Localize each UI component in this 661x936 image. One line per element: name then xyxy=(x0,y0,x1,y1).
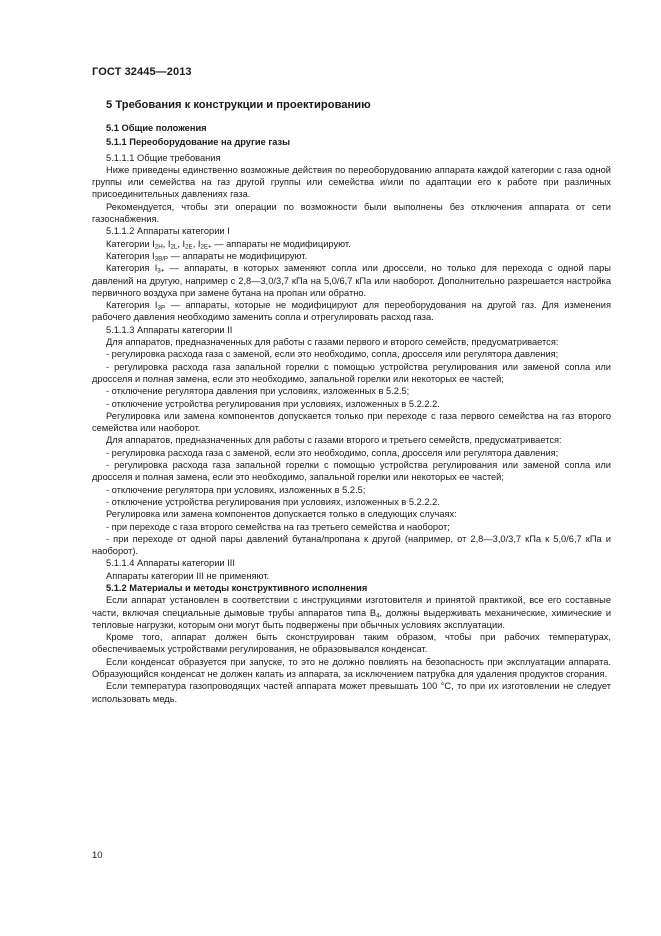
cat2-sub: 3B/P xyxy=(154,255,169,263)
paragraph: Аппараты категории III не применяют. xyxy=(106,570,270,581)
subsection-5-1-2: 5.1.2 Материалы и методы конструктивного исполнения xyxy=(106,582,368,593)
clause-5-1-1-3: 5.1.1.3 Аппараты категории II xyxy=(106,324,233,335)
category-i3plus-paragraph xyxy=(92,262,611,299)
cat4-text: — аппараты, которые не модифицируют для переоборудования на другой газ. Для изменения рабочего давления необходимо заменить сопла и отрегулировать расход газа. xyxy=(92,300,611,323)
p8-sub: 4 xyxy=(376,612,380,620)
list-item: - регулировка расхода газа запальной горелки с помощью устройства регулирования или заменой сопла или дросселя и полная замена, если это необходимо, запальной горелки или некоторых ее частей; xyxy=(92,460,611,483)
list-item: - при переходе с газа второго семейства на газ третьего семейства и наоборот; xyxy=(106,521,450,532)
list-item: - отключение регулятора при условиях, изложенных в 5.2.5; xyxy=(106,484,366,495)
category-i3bp-paragraph xyxy=(92,250,611,262)
list-item: - регулировка расхода газа с заменой, если это необходимо, сопла, дросселя или регулятора давления; xyxy=(106,349,559,360)
cat1-text: — аппараты не модифицируют. xyxy=(214,238,351,249)
subsection-5-1-1: 5.1.1 Переоборудование на другие газы xyxy=(106,137,291,148)
cat1-sub: 2L xyxy=(170,243,178,251)
paragraph: Рекомендуется, чтобы эти операции по возможности были выполнены без отключения аппарата от сети газоснабжения. xyxy=(92,201,611,225)
paragraph-b4 xyxy=(92,594,611,631)
cat4-prefix: Категория I xyxy=(106,300,158,311)
clause-5-1-1-4: 5.1.1.4 Аппараты категории III xyxy=(106,558,235,569)
category-i2-paragraph: Категории $I_{2H}$, $I_{2L}$, $I_{2E}$, $I_{2E+}$ — аппараты не модифицируют. xyxy=(106,238,351,251)
list-item: - отключение регулятора давления при условиях, изложенных в 5.2.5; xyxy=(106,386,410,397)
paragraph: Кроме того, аппарат должен быть сконструирован таким образом, чтобы при рабочих температурах, обеспечиваемых устройствами регулирования, не образовывался конденсат. xyxy=(92,632,611,655)
list-item: - при переходе от одной пары давлений бутана/пропана к другой (например, от 2,8—3,0/3,7 кПа к 5,0/6,7 кПа и наоборот). xyxy=(92,533,611,557)
cat1-sub: 2E xyxy=(185,243,193,251)
paragraph: Для аппаратов, предназначенных для работы с газами второго и третьего семейств, предусматривается: xyxy=(106,435,562,446)
list-item: - отключение устройства регулирования при условиях, изложенных в 5.2.2.2. xyxy=(106,398,440,409)
cat3-text: — аппараты, в которых заменяют сопла или дроссели, но только для перехода с одной пары давлений на другую, например с 2,8—3,0/3,7 кПа на 5,0/6,7 кПа или наоборот. Дополнительно разрешается настройка первичного воздуха при замене бутана на пропан или обратно. xyxy=(92,263,611,298)
paragraph: Ниже приведены единственно возможные действия по переоборудованию аппарата каждой категории с газа одной группы или семейства на газ другой группы или семейства и/или по адаптации его к работе при различных присоединительных давлениях газа. xyxy=(92,164,611,200)
cat4-sub: 3P xyxy=(157,304,166,312)
list-item: - регулировка расхода газа с заменой, если это необходимо, сопла, дросселя или регулятора давления; xyxy=(106,447,559,458)
list-item: - отключение устройства регулирования при условиях, изложенных в 5.2.2.2. xyxy=(106,496,440,507)
paragraph: Если конденсат образуется при запуске, то это не должно повлиять на безопасность при эксплуатации аппарата. Образующийся конденсат не должен капать из аппарата, за исключением патрубка для удаления продуктов сгорания. xyxy=(92,656,611,680)
category-i3p-paragraph xyxy=(92,299,611,324)
paragraph: Регулировка или замена компонентов допускается только при переходе с газа первого семейства на газ второго семейства или наоборот. xyxy=(92,410,611,434)
p8-text: Если аппарат установлен в соответствии с инструкциями изготовителя и принятой практикой, все его составные части, включая специальные дымовые трубы аппаратов типа B xyxy=(92,595,611,618)
cat3-prefix: Категория I xyxy=(106,263,158,274)
page-number: 10 xyxy=(92,850,103,861)
p8-rest: , должны выдерживать механические, химические и тепловые нагрузки, которым они могут быть подвержены при обычных условиях эксплуатации. xyxy=(92,607,612,630)
cat2-prefix: Категория I xyxy=(106,250,155,261)
clause-5-1-1-2: 5.1.1.2 Аппараты категории I xyxy=(106,226,230,237)
paragraph: Для аппаратов, предназначенных для работы с газами первого и второго семейств, предусматривается: xyxy=(106,337,559,348)
cat1-sub: 2E+ xyxy=(200,243,212,251)
section-heading: 5 Требования к конструкции и проектированию xyxy=(106,99,371,111)
cat1-prefix: Категории I xyxy=(106,238,155,249)
clause-5-1-1-1: 5.1.1.1 Общие требования xyxy=(106,152,221,163)
document-header: ГОСТ 32445—2013 xyxy=(92,66,192,78)
cat2-text: — аппараты не модифицируют. xyxy=(170,250,308,261)
list-item: - регулировка расхода газа запальной горелки с помощью устройства регулирования или заменой сопла или дросселя и полная замена, если это необходимо, запальной горелки или некоторых ее частей; xyxy=(92,361,611,384)
page-content xyxy=(92,98,611,705)
subsection-5-1: 5.1 Общие положения xyxy=(106,123,207,133)
cat1-sub: 2H xyxy=(154,243,163,251)
cat3-sub: 3+ xyxy=(157,267,165,275)
paragraph: Регулировка или замена компонентов допускается только в следующих случаях: xyxy=(106,509,457,520)
paragraph: Если температура газопроводящих частей аппарата может превышать 100 °С, то при их изготовлении не следует использовать медь. xyxy=(92,681,611,704)
